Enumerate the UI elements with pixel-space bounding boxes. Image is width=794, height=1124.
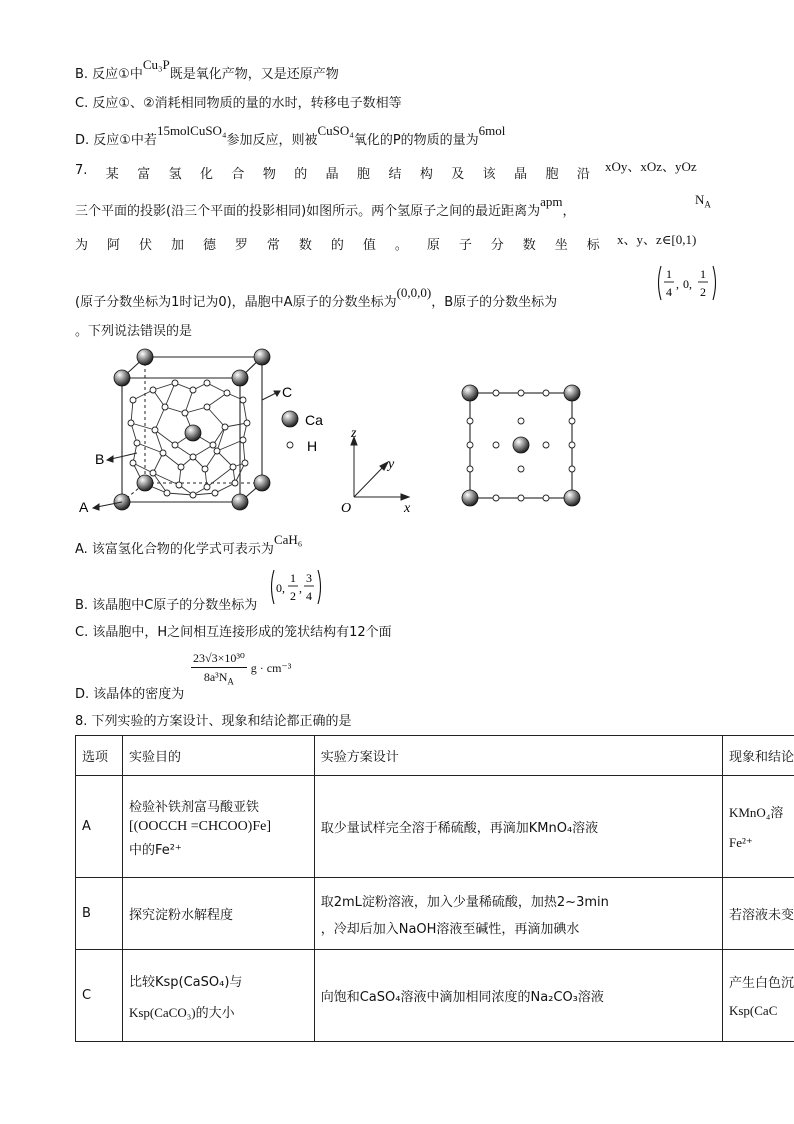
q6-option-b: B. 反应①中Cu₃P既是氧化产物，又是还原产物: [75, 57, 339, 82]
q6-option-c: C. 反应①、②消耗相同物质的量的水时，转移电子数相等: [75, 96, 402, 111]
density-unit: g · cm⁻³: [250, 661, 292, 676]
header-design: 实验方案设计: [314, 736, 722, 776]
row-design: 取2mL淀粉溶液，加入少量稀硫酸，加热2~3min ，冷却后加入NaOH溶液至碱性，再滴加碘水: [314, 878, 722, 950]
label-b: B: [95, 451, 105, 467]
c-coordinate-fraction-graphic: [268, 567, 324, 607]
projection-view: [462, 385, 580, 506]
row-result: 产生白色沉 Ksp(CaC: [722, 950, 794, 1042]
svg-text:2: 2: [290, 589, 296, 603]
svg-text:1: 1: [700, 267, 706, 281]
table-row: [76, 950, 794, 1042]
q7-option-b-coordinate: [268, 567, 324, 611]
legend-ca-label: Ca: [305, 412, 323, 428]
svg-text:3: 3: [306, 571, 312, 585]
legend-h-icon: [287, 442, 293, 448]
q7-avogadro-symbol: $N_A$: [695, 192, 711, 210]
q6-option-d: D. 反应①中若15molCuSO₄参加反应，则被CuSO₄氧化的P的物质的量为6mol: [75, 123, 506, 148]
label-c: C: [282, 384, 293, 400]
header-result: 现象和结论: [722, 736, 794, 776]
q7-density-formula: [191, 651, 291, 686]
row-label: A: [76, 776, 123, 878]
q7-b-coordinate: [655, 263, 719, 307]
q7-stem-line4: (原子分数坐标为1时记为0)，晶胞中A原子的分数坐标为(0,0,0)，B原子的分数坐标为: [75, 285, 558, 310]
q7-option-a: A. 该富氢化合物的化学式可表示为CaH₆: [75, 532, 303, 557]
row-label: B: [76, 878, 123, 950]
svg-text:0,: 0,: [276, 581, 285, 595]
svg-text:4: 4: [306, 589, 312, 603]
q7-stem-line2: 三个平面的投影(沿三个平面的投影相同)如图所示。两个氢原子之间的最近距离为apm，: [75, 194, 576, 219]
coordinate-axes: [351, 437, 409, 500]
legend-ca-icon: [282, 411, 298, 427]
row-result: 若溶液未变: [722, 878, 794, 950]
axis-x-label: x: [404, 501, 411, 516]
q7-planes-math: xOy、xOz、yOz: [605, 159, 697, 174]
calcium-atoms: [114, 349, 270, 510]
legend-h-label: H: [307, 438, 318, 454]
svg-text:,: ,: [299, 581, 302, 595]
row-design: 取少量试样完全溶于稀硫酸，再滴加KMnO₄溶液: [314, 776, 722, 878]
svg-text:1: 1: [290, 571, 296, 585]
row-design: 向饱和CaSO₄溶液中滴加相同浓度的Na₂CO₃溶液: [314, 950, 722, 1042]
q7-stem-line3: 为 阿 伏 加 德 罗 常 数 的 值 。 原 子 分 数 坐 标: [75, 238, 600, 253]
q7-coordinate-range: x、y、z∈[0,1): [617, 232, 697, 247]
svg-text:1: 1: [666, 267, 672, 281]
density-numerator: 23√3×10³⁰: [191, 651, 247, 668]
b-coordinate-fraction-graphic: [655, 263, 719, 303]
table-header-row: [76, 736, 794, 776]
axis-y-label: y: [388, 457, 395, 472]
q7-crystal-figure: [75, 345, 595, 520]
table-row: [76, 776, 794, 878]
axis-origin-label: O: [341, 501, 352, 516]
row-purpose: 检验补铁剂富马酸亚铁 [(OOCCH =CHCOO)Fe] 中的Fe²⁺: [122, 776, 314, 878]
table-row: [76, 878, 794, 950]
q8-title: 8. 下列实验的方案设计、现象和结论都正确的是: [75, 714, 352, 729]
row-result: KMnO₄溶 Fe²⁺: [722, 776, 794, 878]
row-purpose: 比较Ksp(CaSO₄)与 Ksp(CaCO₃)的大小: [122, 950, 314, 1042]
header-option: 选项: [76, 736, 123, 776]
axis-z-label: z: [351, 426, 357, 441]
q7-option-c: C. 该晶胞中，H之间相互连接形成的笼状结构有12个面: [75, 625, 392, 640]
row-label: C: [76, 950, 123, 1042]
q7-stem-line1: 7. 某 富 氢 化 合 物 的 晶 胞 结 构 及 该 晶 胞 沿: [75, 163, 590, 182]
svg-text:,: ,: [676, 277, 679, 291]
row-purpose: 探究淀粉水解程度: [122, 878, 314, 950]
header-purpose: 实验目的: [122, 736, 314, 776]
density-denominator: $8a^3N_A$: [203, 670, 234, 687]
svg-text:2: 2: [700, 285, 706, 299]
svg-text:4: 4: [666, 285, 672, 299]
svg-text:0,: 0,: [683, 277, 692, 291]
label-a: A: [79, 499, 89, 515]
q7-question: 。下列说法错误的是: [75, 324, 193, 339]
q7-option-b: B. 该晶胞中C原子的分数坐标为: [75, 598, 258, 613]
q7-option-d: D. 该晶体的密度为: [75, 687, 185, 702]
q8-table: [75, 735, 794, 1042]
